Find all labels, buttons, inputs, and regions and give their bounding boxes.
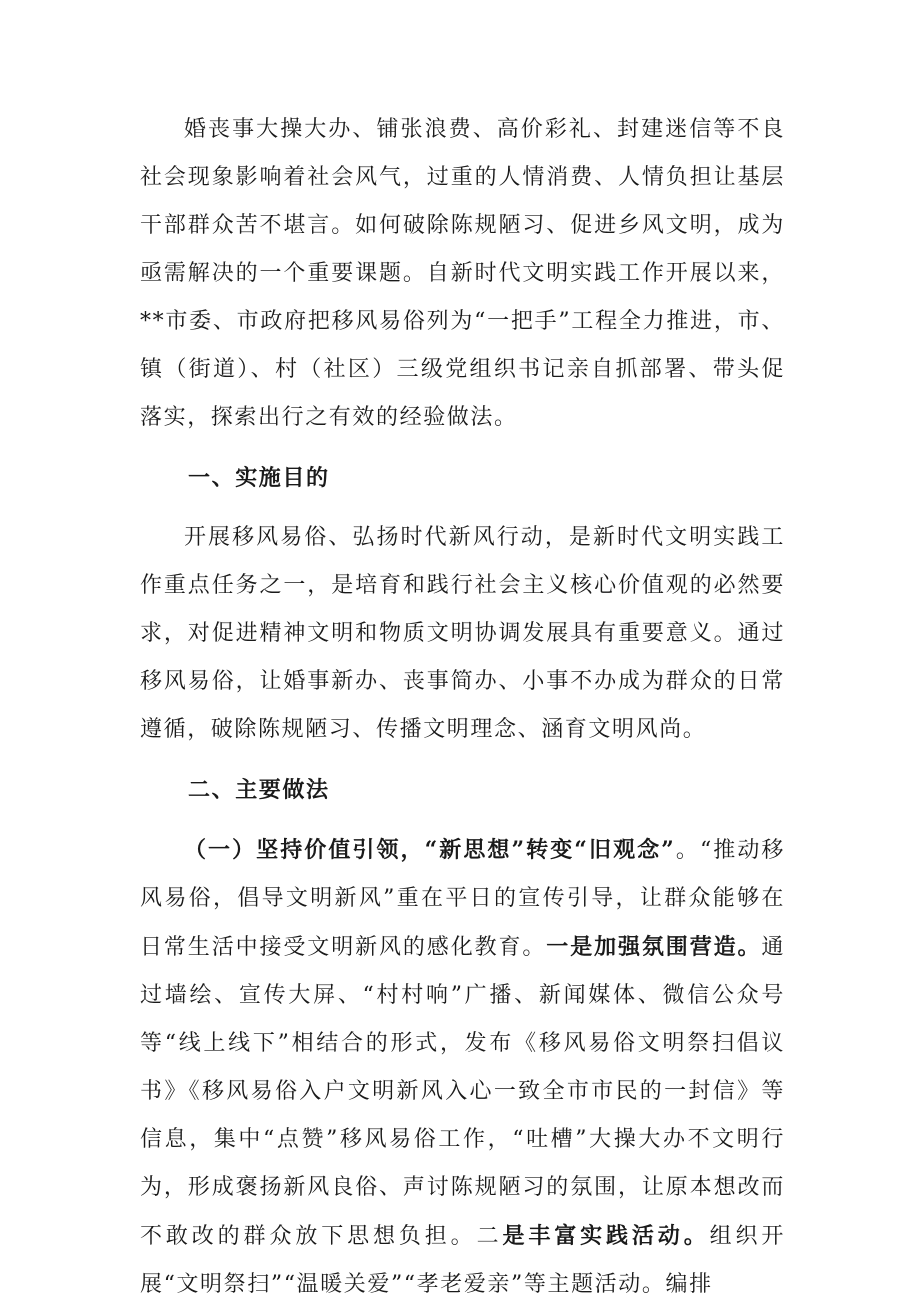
point-text-atmosphere: 通过墙绘、宣传大屏、“村村响”广播、新闻媒体、微信公众号等“线上线下”相结合的形式，发布《移风易俗文明祭扫倡议书》《移风易俗入户文明新风入心一致全市市民的一封信》等信息，集中“点赞”移风易俗工作，“吐槽”大操大办不文明行为，形成褒扬新风良俗、声讨陈规陋习的氛围，让原本想改而不敢改的群众放下思想负担。二 <box>140 935 786 1249</box>
intro-paragraph: 婚丧事大操大办、铺张浪费、高价彩礼、封建迷信等不良社会现象影响着社会风气，过重的人情消费、人情负担让基层干部群众苦不堪言。如何破除陈规陋习、促进乡风文明，成为亟需解决的一个重要课题。自新时代文明实践工作开展以来，**市委、市政府把移风易俗列为“一把手”工程全力推进，市、镇（街道）、村（社区）三级党组织书记亲自抓部署、带头促落实，探索出行之有效的经验做法。 <box>140 117 785 430</box>
point-text-activities: 组织开展“文明祭扫”“温暖关爱”“孝老爱亲”等主题活动。编排 <box>140 1224 785 1297</box>
subsection-title-value-guidance: （一）坚持价值引领，“新思想”转变“旧观念” <box>184 837 676 863</box>
subsection-intro-text: “推动移风易俗，倡导文明新风”重在平日的宣传引导，让群众能够在日常生活中接受文明新风的感化教育。 <box>140 838 785 960</box>
purpose-paragraph: 开展移风易俗、弘扬时代新风行动，是新时代文明实践工作重点任务之一，是培育和践行社会主义核心价值观的必然要求，对促进精神文明和物质文明协调发展具有重要意义。通过移风易俗，让婚事新办、丧事简办、小事不办成为群众的日常遵循，破除陈规陋习、传播文明理念、涵育文明风尚。 <box>140 525 785 742</box>
point-title-activities: 是丰富实践活动。 <box>502 1223 710 1249</box>
section-heading-purpose: 一、实施目的 <box>188 465 330 491</box>
subsection-title-period: 。 <box>675 838 700 863</box>
section-heading-methods: 二、主要做法 <box>188 777 330 803</box>
document-body <box>140 106 785 1309</box>
methods-paragraph <box>140 826 785 1309</box>
point-title-atmosphere: 一是加强氛围营造。 <box>546 934 762 960</box>
